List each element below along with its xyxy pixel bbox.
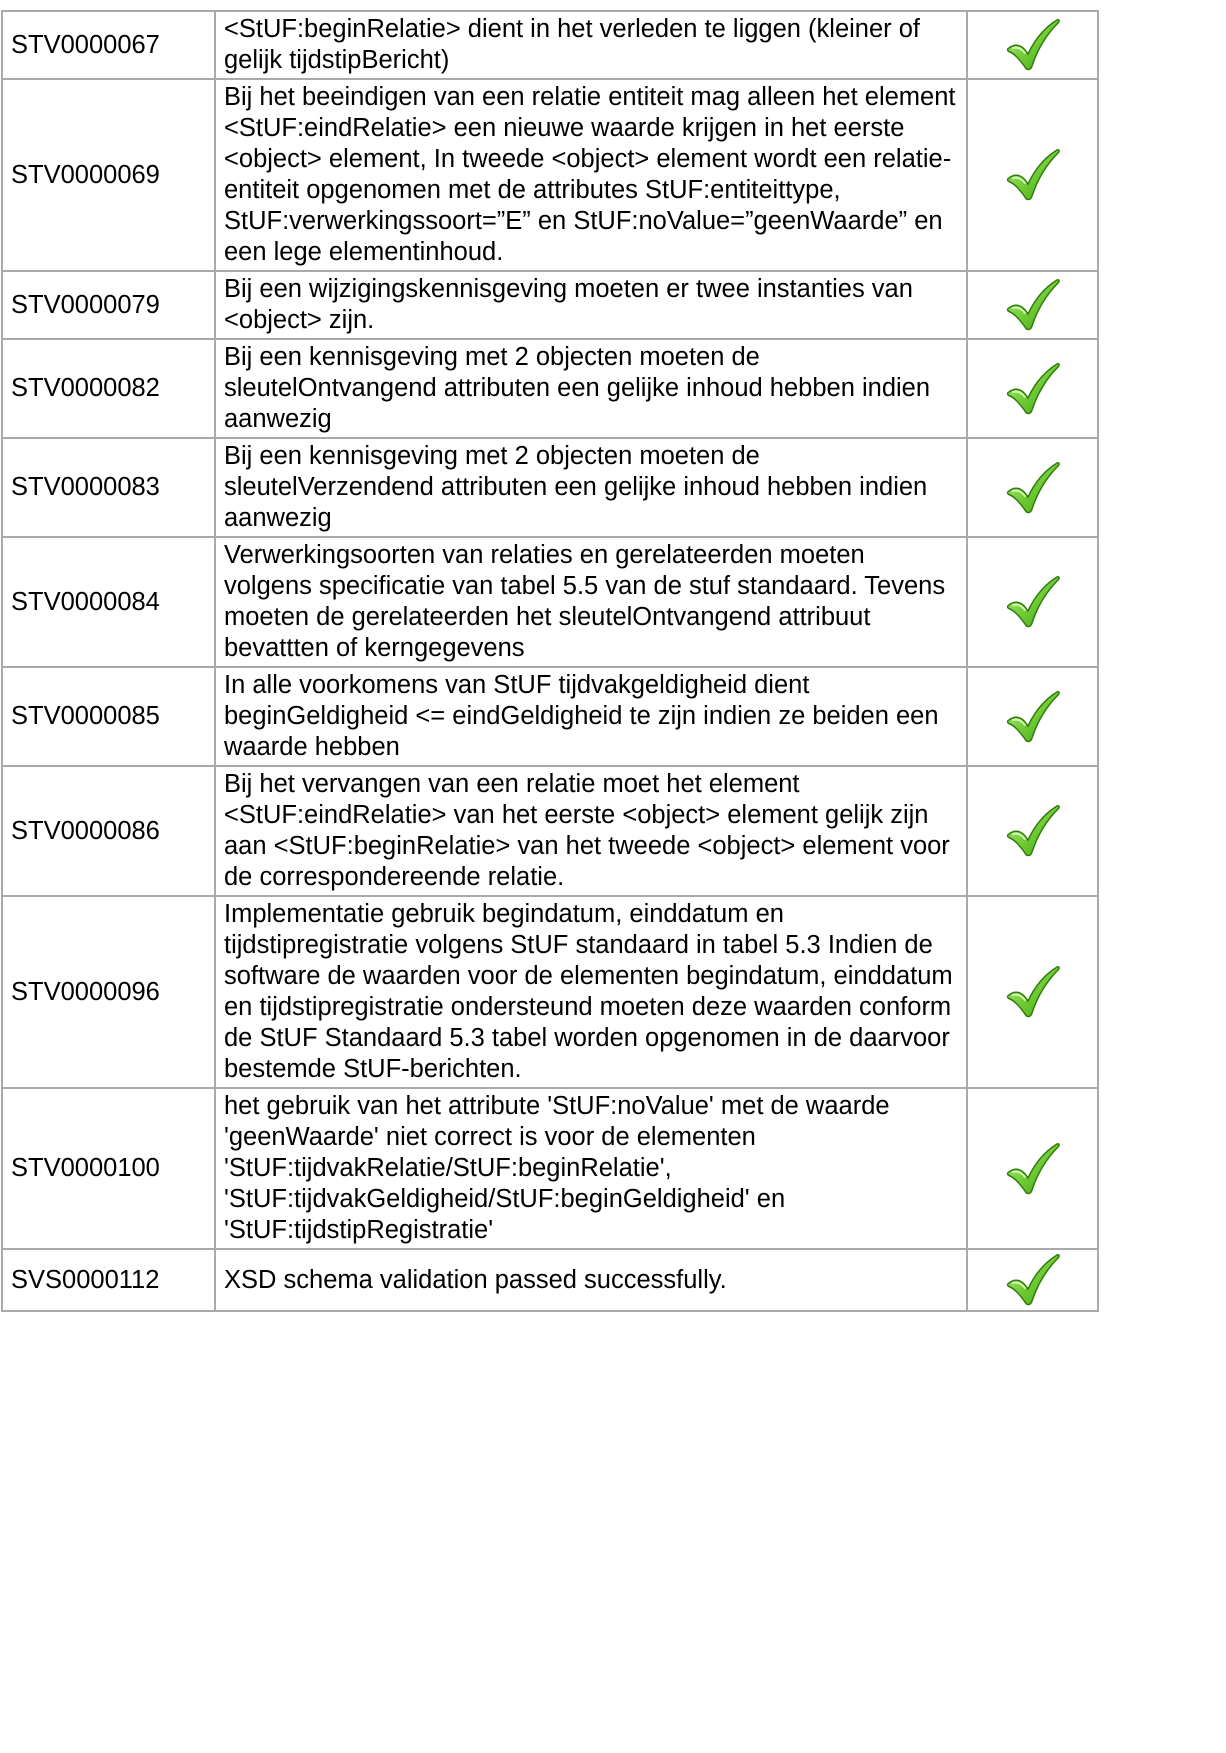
rule-status [967,1249,1098,1311]
rule-message: XSD schema validation passed successfully. [215,1249,967,1311]
validation-table [1,10,1099,1312]
rule-code: STV0000082 [2,339,215,438]
checkmark-icon [1005,277,1061,333]
checkmark-icon [1005,964,1061,1020]
checkmark-icon [1005,689,1061,745]
validation-table-body [2,11,1098,1311]
rule-status [967,339,1098,438]
table-row-stv0000096 [2,896,1098,1088]
checkmark-icon [1005,17,1061,73]
rule-message: Bij een wijzigingskennisgeving moeten er twee instanties van <object> zijn. [215,271,967,339]
rule-message: het gebruik van het attribute 'StUF:noValue' met de waarde 'geenWaarde' niet correct is voor de elementen 'StUF:tijdvakRelatie/StUF:beginRelatie', 'StUF:tijdvakGeldigheid/StUF:beginGeldigheid' en 'StUF:tijdstipRegistratie' [215,1088,967,1249]
rule-message: In alle voorkomens van StUF tijdvakgeldigheid dient beginGeldigheid <= eindGeldigheid te zijn indien ze beiden een waarde hebben [215,667,967,766]
rule-code: STV0000083 [2,438,215,537]
checkmark-icon [1005,460,1061,516]
rule-code: STV0000079 [2,271,215,339]
rule-message: Bij een kennisgeving met 2 objecten moeten de sleutelOntvangend attributen een gelijke inhoud hebben indien aanwezig [215,339,967,438]
checkmark-icon [1005,1252,1061,1308]
validation-results [0,10,1100,1312]
rule-message: Bij een kennisgeving met 2 objecten moeten de sleutelVerzendend attributen een gelijke inhoud hebben indien aanwezig [215,438,967,537]
rule-message: Bij het beeindigen van een relatie entiteit mag alleen het element <StUF:eindRelatie> een nieuwe waarde krijgen in het eerste <object> element, In tweede <object> element wordt een relatie-entiteit opgenomen met de attributes StUF:entiteittype, StUF:verwerkingssoort=”E” en StUF:noValue=”geenWaarde” en een lege elementinhoud. [215,79,967,271]
checkmark-icon [1005,1141,1061,1197]
rule-code: STV0000084 [2,537,215,667]
rule-status [967,79,1098,271]
rule-code: STV0000069 [2,79,215,271]
checkmark-icon [1005,574,1061,630]
rule-message: Bij het vervangen van een relatie moet het element <StUF:eindRelatie> van het eerste <object> element gelijk zijn aan <StUF:beginRelatie> van het tweede <object> element voor de correspondereende relatie. [215,766,967,896]
table-row-stv0000084 [2,537,1098,667]
rule-message: <StUF:beginRelatie> dient in het verleden te liggen (kleiner of gelijk tijdstipBericht) [215,11,967,79]
checkmark-icon [1005,803,1061,859]
rule-status [967,667,1098,766]
rule-message: Implementatie gebruik begindatum, einddatum en tijdstipregistratie volgens StUF standaard in tabel 5.3 Indien de software de waarden voor de elementen begindatum, einddatum en tijdstipregistratie ondersteund moeten deze waarden conform de StUF Standaard 5.3 tabel worden opgenomen in de daarvoor bestemde StUF-berichten. [215,896,967,1088]
rule-status [967,11,1098,79]
table-row-stv0000083 [2,438,1098,537]
rule-code: STV0000096 [2,896,215,1088]
rule-code: STV0000085 [2,667,215,766]
rule-status [967,438,1098,537]
checkmark-icon [1005,147,1061,203]
table-row-stv0000067 [2,11,1098,79]
rule-code: STV0000100 [2,1088,215,1249]
table-row-svs0000112 [2,1249,1098,1311]
rule-status [967,766,1098,896]
rule-code: SVS0000112 [2,1249,215,1311]
rule-status [967,537,1098,667]
rule-message: Verwerkingsoorten van relaties en gerelateerden moeten volgens specificatie van tabel 5.5 van de stuf standaard. Tevens moeten de gerelateerden het sleutelOntvangend attribuut bevattten of kerngegevens [215,537,967,667]
rule-status [967,1088,1098,1249]
rule-status [967,271,1098,339]
table-row-stv0000086 [2,766,1098,896]
rule-code: STV0000086 [2,766,215,896]
table-row-stv0000082 [2,339,1098,438]
table-row-stv0000085 [2,667,1098,766]
rule-code: STV0000067 [2,11,215,79]
table-row-stv0000069 [2,79,1098,271]
rule-status [967,896,1098,1088]
checkmark-icon [1005,361,1061,417]
table-row-stv0000079 [2,271,1098,339]
table-row-stv0000100 [2,1088,1098,1249]
